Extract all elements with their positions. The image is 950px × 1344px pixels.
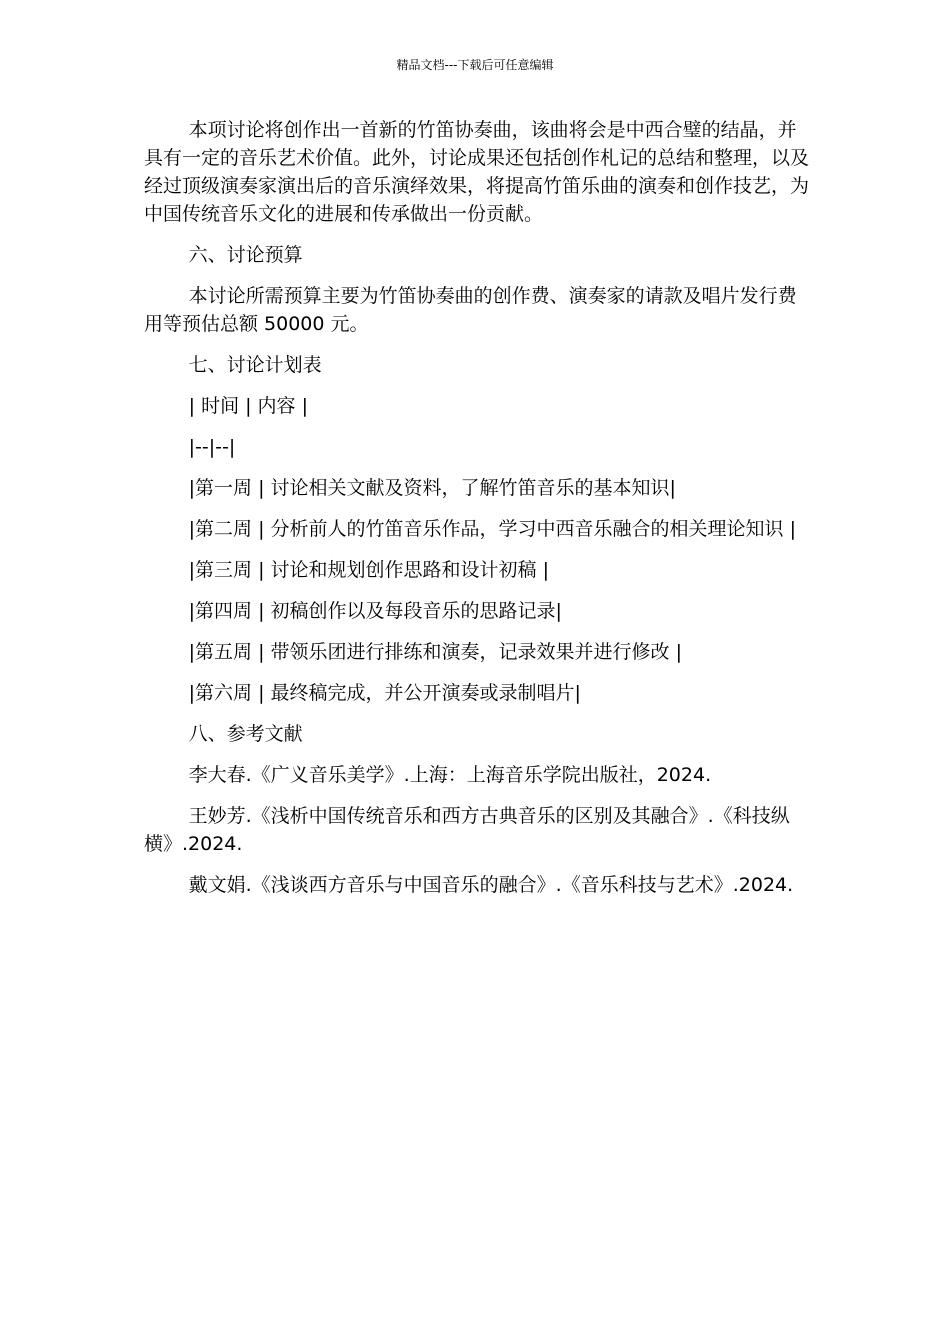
reference-item-2: 王妙芳.《浅析中国传统音乐和西方古典音乐的区别及其融合》.《科技纵横》.2024. [144, 805, 790, 855]
schedule-row-week-4: |第四周 | 初稿创作以及每段音乐的思路记录| [188, 600, 562, 622]
schedule-table-header: | 时间 | 内容 | [188, 395, 309, 417]
schedule-row-week-3: |第三周 | 讨论和规划创作思路和设计初稿 | [188, 559, 549, 581]
section-heading-budget: 六、讨论预算 [188, 244, 303, 266]
schedule-row-week-2: |第二周 | 分析前人的竹笛音乐作品，学习中西音乐融合的相关理论知识 | [188, 518, 796, 540]
reference-item-1: 李大春.《广义音乐美学》.上海：上海音乐学院出版社，2024. [188, 764, 712, 786]
document-body [144, 116, 810, 912]
page-header: 精品文档---下载后可任意编辑 [396, 58, 554, 72]
reference-item-3: 戴文娟.《浅谈西方音乐与中国音乐的融合》.《音乐科技与艺术》.2024. [188, 874, 794, 896]
schedule-row-week-1: |第一周 | 讨论相关文献及资料，了解竹笛音乐的基本知识| [188, 477, 676, 499]
schedule-row-week-6: |第六周 | 最终稿完成，并公开演奏或录制唱片| [188, 682, 581, 704]
section-heading-schedule: 七、讨论计划表 [188, 354, 322, 376]
schedule-row-week-5: |第五周 | 带领乐团进行排练和演奏，记录效果并进行修改 | [188, 641, 682, 663]
schedule-table-separator: |--|--| [188, 436, 236, 458]
paragraph-budget: 本讨论所需预算主要为竹笛协奏曲的创作费、演奏家的请款及唱片发行费用等预估总额 50000 元。 [144, 285, 797, 335]
paragraph-outcomes: 本项讨论将创作出一首新的竹笛协奏曲，该曲将会是中西合璧的结晶，并具有一定的音乐艺术价值。此外，讨论成果还包括创作札记的总结和整理，以及经过顶级演奏家演出后的音乐演绎效果，将提高竹笛乐曲的演奏和创作技艺，为中国传统音乐文化的进展和传承做出一份贡献。 [144, 119, 810, 225]
section-heading-references: 八、参考文献 [188, 723, 303, 745]
